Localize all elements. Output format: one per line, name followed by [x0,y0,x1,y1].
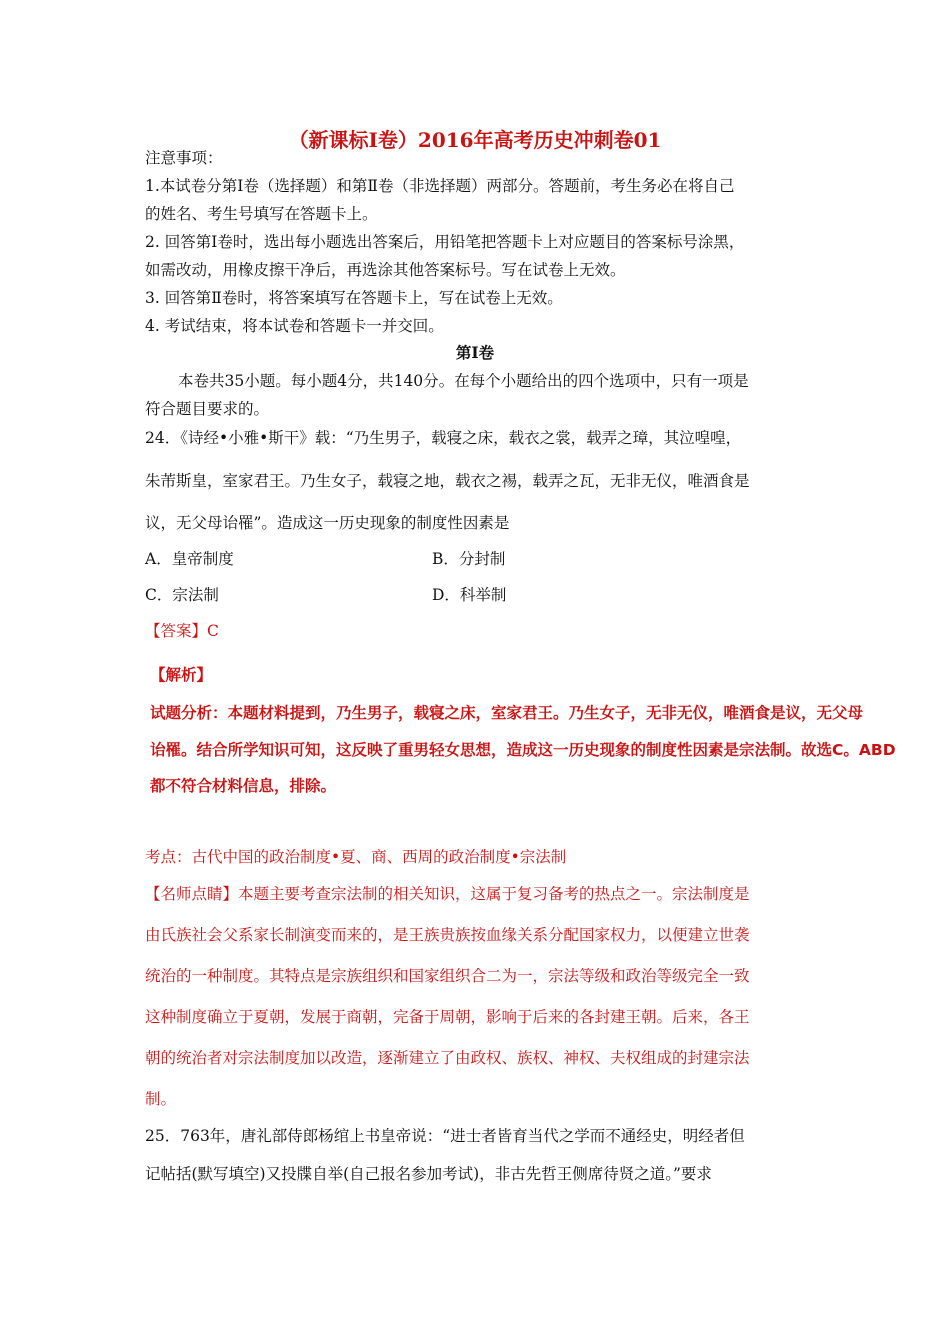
notice-line-4: 如需改动，用橡皮擦干净后，再选涂其他答案标号。写在试卷上无效。 [145,261,626,279]
section-intro-2: 符合题目要求的。 [145,400,270,418]
q25-stem-1: 25．763年，唐礼部侍郎杨绾上书皇帝说：“进士者皆育当代之学而不通经史，明经者但 [145,1127,745,1145]
q24-option-c: C．宗法制 [145,586,219,604]
q24-analysis-heading: 【解析】 [150,666,213,684]
notice-heading: 注意事项： [145,149,223,167]
q24-option-a: A．皇帝制度 [145,550,234,568]
notice-line-6: 4. 考试结束，将本试卷和答题卡一并交回。 [145,317,444,335]
q24-kaodian: 考点：古代中国的政治制度•夏、商、西周的政治制度•宗法制 [145,848,567,866]
q24-options-row-1 [145,549,506,569]
q24-mingshi-3: 统治的一种制度。其特点是宗族组织和国家组织合二为一，宗法等级和政治等级完全一致 [145,967,750,985]
q24-mingshi-6: 制。 [145,1090,177,1108]
q24-analysis-2: 诒罹。结合所学知识可知，这反映了重男轻女思想，造成这一历史现象的制度性因素是宗法制。故选C。ABD [150,741,896,759]
q24-mingshi-1: 【名师点睛】本题主要考查宗法制的相关知识，这属于复习备考的热点之一。宗法制度是 [145,885,750,903]
notice-line-1: 1.本试卷分第Ⅰ卷（选择题）和第Ⅱ卷（非选择题）两部分。答题前，考生务必在将自己 [145,177,735,195]
q24-answer: 【答案】C [145,622,219,640]
q24-options-row-2 [145,585,507,605]
notice-line-2: 的姓名、考生号填写在答题卡上。 [145,205,378,223]
q24-stem-2: 朱芾斯皇，室家君王。乃生女子，载寝之地，载衣之裼，载弄之瓦，无非无仪，唯酒食是 [145,472,750,490]
notice-line-5: 3. 回答第Ⅱ卷时，将答案填写在答题卡上，写在试卷上无效。 [145,289,563,307]
q24-stem-1: 24．《诗经•小雅•斯干》载：“乃生男子，载寝之床，载衣之裳，载弄之璋，其泣喤喤， [145,429,742,447]
q24-mingshi-2: 由氏族社会父系家长制演变而来的，是王族贵族按血缘关系分配国家权力，以便建立世袭 [145,926,750,944]
q24-mingshi-5: 朝的统治者对宗法制度加以改造，逐渐建立了由政权、族权、神权、夫权组成的封建宗法 [145,1049,750,1067]
q24-analysis-3: 都不符合材料信息，排除。 [150,777,337,795]
q24-option-d: D．科举制 [432,586,507,604]
q24-mingshi-4: 这种制度确立于夏朝，发展于商朝，完备于周朝，影响于后来的各封建王朝。后来，各王 [145,1008,750,1026]
notice-line-3: 2. 回答第Ⅰ卷时，选出每小题选出答案后，用铅笔把答题卡上对应题目的答案标号涂黑， [145,233,745,251]
q24-stem-3: 议，无父母诒罹”。造成这一历史现象的制度性因素是 [145,514,510,532]
q24-analysis-1: 试题分析：本题材料提到，乃生男子，载寝之床，室家君王。乃生女子，无非无仪，唯酒食是议，无父母 [150,704,864,722]
section-intro-1: 本卷共35小题。每小题4分，共140分。在每个小题给出的四个选项中，只有一项是 [178,372,749,390]
section-heading: 第Ⅰ卷 [455,343,495,362]
q25-stem-2: 记帖括(默写填空)又投牒自举(自己报名参加考试)，非古先哲王侧席待贤之道。”要求 [145,1165,712,1183]
q24-option-b: B．分封制 [432,550,506,568]
document-title: （新课标Ⅰ卷）2016年高考历史冲刺卷01 [288,128,662,152]
